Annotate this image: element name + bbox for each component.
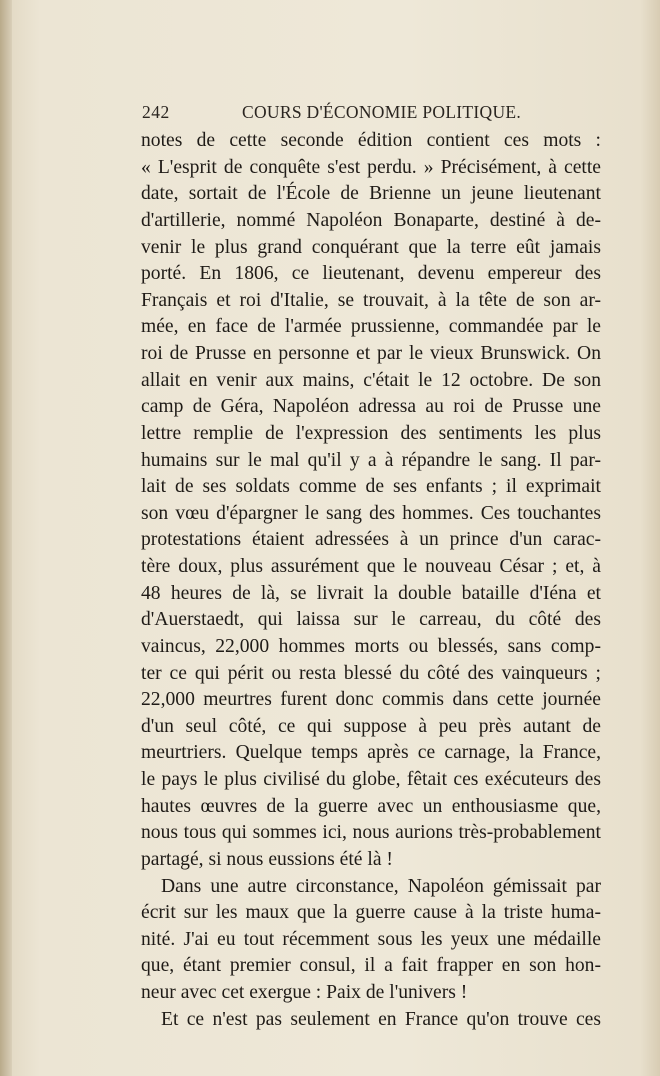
text-line: Et ce n'est pas seulement en France qu'on trouve ces <box>161 1008 601 1030</box>
text-line: Français et roi d'Italie, se trouvait, à la tête de son ar- <box>141 289 601 311</box>
text-line: 22,000 meurtres furent donc commis dans cette journée <box>141 689 601 711</box>
text-line: camp de Géra, Napoléon adressa au roi de Prusse une <box>141 396 601 418</box>
text-line: lait de ses soldats comme de ses enfants ; il exprimait <box>141 476 601 498</box>
text-line: date, sortait de l'École de Brienne un jeune lieutenant <box>141 183 601 205</box>
text-line: nous tous qui sommes ici, nous aurions très-probablement <box>141 822 601 844</box>
text-line: lettre remplie de l'expression des sentiments les plus <box>141 422 601 444</box>
text-line: son vœu d'épargner le sang des hommes. Ces touchantes <box>141 502 601 524</box>
page-number: 242 <box>142 102 170 122</box>
text-line: « L'esprit de conquête s'est perdu. » Précisément, à cette <box>141 156 601 178</box>
text-line: partagé, si nous eussions été là ! <box>141 848 393 870</box>
text-line: roi de Prusse en personne et par le vieux Brunswick. On <box>141 343 601 364</box>
text-line: venir le plus grand conquérant que la terre eût jamais <box>141 236 601 258</box>
text-line: vaincus, 22,000 hommes morts ou blessés, sans comp- <box>141 635 601 657</box>
page-gutter <box>0 0 12 1076</box>
text-line: le pays le plus civilisé du globe, fêtait ces exécuteurs des <box>141 769 601 790</box>
text-line: nité. J'ai eu tout récemment sous les yeux une médaille <box>141 928 601 950</box>
text-line: allait en venir aux mains, c'était le 12 octobre. De son <box>141 369 601 391</box>
text-line: meurtriers. Quelque temps après ce carnage, la France, <box>141 742 601 764</box>
text-line: humains sur le mal qu'il y a à répandre le sang. Il par- <box>141 449 601 471</box>
text-line: notes de cette seconde édition contient ces mots : <box>141 130 601 151</box>
text-line: d'artillerie, nommé Napoléon Bonaparte, destiné à de- <box>141 209 601 231</box>
body-text <box>141 128 601 1033</box>
text-line: 48 heures de là, se livrait la double bataille d'Iéna et <box>141 582 601 604</box>
running-title: COURS D'ÉCONOMIE POLITIQUE. <box>242 102 522 122</box>
text-line: hautes œuvres de la guerre avec un enthousiasme que, <box>141 795 601 817</box>
text-line: mée, en face de l'armée prussienne, commandée par le <box>141 316 601 338</box>
text-line: écrit sur les maux que la guerre cause à la triste huma- <box>141 902 601 924</box>
text-line: porté. En 1806, ce lieutenant, devenu empereur des <box>141 263 601 285</box>
text-line: que, étant premier consul, il a fait frapper en son hon- <box>141 955 601 977</box>
text-line: d'un seul côté, ce qui suppose à peu près autant de <box>141 715 601 737</box>
text-line: tère doux, plus assurément que le nouveau César ; et, à <box>141 556 601 577</box>
text-line: protestations étaient adressées à un prince d'un carac- <box>141 529 601 551</box>
page-header <box>142 102 602 123</box>
text-line: Dans une autre circonstance, Napoléon gémissait par <box>161 875 601 897</box>
text-line: neur avec cet exergue : Paix de l'univers ! <box>141 982 468 1003</box>
text-line: ter ce qui périt ou resta blessé du côté des vainqueurs ; <box>141 662 601 684</box>
text-line: d'Auerstaedt, qui laissa sur le carreau, du côté des <box>141 609 601 631</box>
